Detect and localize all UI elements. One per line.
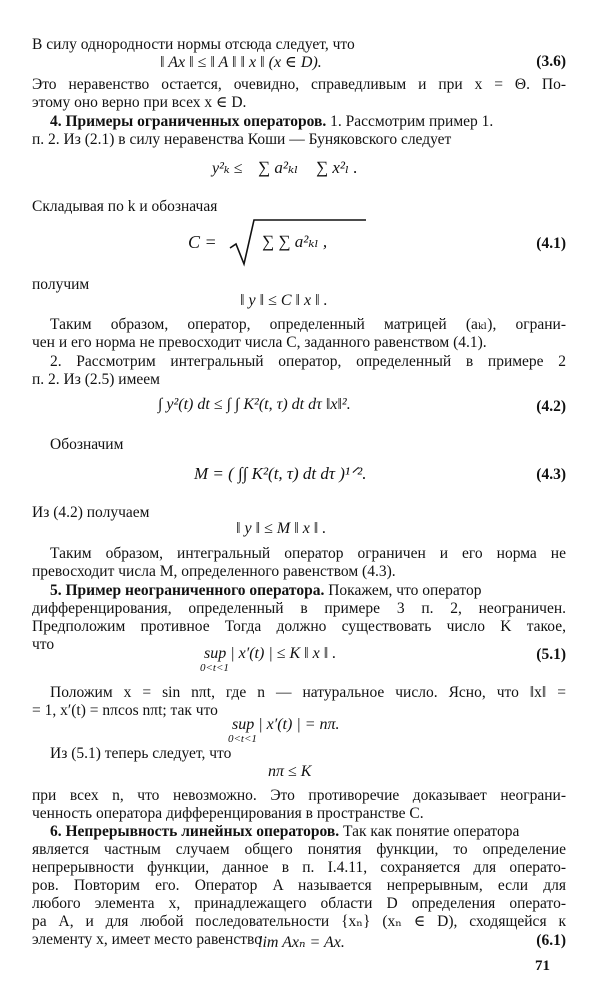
text-line: ченность оператора дифференцирования в пространстве C. bbox=[32, 805, 424, 822]
text-line: Из (5.1) теперь следует, что bbox=[50, 745, 232, 762]
text-line: В силу однородности нормы отсюда следует, что bbox=[32, 36, 355, 53]
formula-npi-k: nπ ≤ K bbox=[268, 763, 312, 780]
text-line: ров. Повторим его. Оператор A называется непрерывным, если для bbox=[32, 877, 566, 894]
text-line bbox=[50, 113, 566, 131]
text-line: Складывая по k и обозначая bbox=[32, 198, 218, 215]
eq-number-6-1: (6.1) bbox=[536, 932, 566, 949]
text-line: Обозначим bbox=[50, 436, 124, 453]
formula-4-1-body: ∑ ∑ a²ₖₗ , bbox=[262, 232, 328, 251]
text-line: п. 2. Из (2.1) в силу неравенства Коши — Буняковского следует bbox=[32, 131, 452, 148]
text-line: 2. Рассмотрим интегральный оператор, определенный в примере 2 bbox=[50, 353, 566, 370]
text-line: Таким образом, интегральный оператор ограничен и его норма не bbox=[50, 545, 566, 562]
text-span: 1. Рассмотрим пример 1. bbox=[326, 113, 494, 130]
text-line bbox=[50, 823, 566, 841]
text-line: Предположим противное Тогда должно существовать число K такое, bbox=[32, 618, 566, 635]
formula-norm-y-m: ‖ y ‖ ≤ M ‖ x ‖ . bbox=[236, 520, 327, 537]
formula-5-1: sup | x′(t) | ≤ K ‖ x ‖ . bbox=[204, 645, 337, 662]
text-line: Из (4.2) получаем bbox=[32, 504, 150, 521]
text-line: непрерывности функции, данное в п. I.4.11, сохраняется для операто- bbox=[32, 859, 566, 876]
text-line: Это неравенство остается, очевидно, справедливым и при x = Θ. По- bbox=[32, 76, 566, 93]
eq-number-3-6: (3.6) bbox=[536, 53, 566, 70]
text-line: элементу x, имеет место равенство bbox=[32, 931, 262, 948]
text-line: при всех n, что невозможно. Это противоречие доказывает неограни- bbox=[32, 787, 566, 804]
formula-sup: sup | x′(t) | = nπ. bbox=[232, 716, 340, 733]
formula-cauchy-sum2: ∑ x²ₗ . bbox=[316, 158, 358, 177]
formula-3-6: ‖ Ax ‖ ≤ ‖ A ‖ ‖ x ‖ (x ∈ D). bbox=[160, 54, 322, 71]
formula-4-3: M = ( ∫∫ K²(t, τ) dt dτ )¹ᐟ². bbox=[194, 464, 367, 483]
formula-5-1-subscript: 0<t<1 bbox=[200, 662, 229, 674]
formula-4-2: ∫ y²(t) dt ≤ ∫ ∫ K²(t, τ) dt dτ ‖x‖². bbox=[158, 396, 351, 413]
section-heading: 5. Пример неограниченного оператора. bbox=[50, 582, 325, 599]
formula-cauchy-sum1: ∑ a²ₖₗ bbox=[258, 158, 299, 177]
formula-sup-subscript: 0<t<1 bbox=[228, 733, 257, 745]
formula-cauchy-lhs: y²ₖ ≤ bbox=[212, 160, 243, 177]
text-line: превосходит числа M, определенного равенством (4.3). bbox=[32, 563, 396, 580]
text-line: Положим x = sin nπt, где n — натуральное число. Ясно, что ‖x‖ = bbox=[50, 684, 566, 701]
text-line: чен и его норма не превосходит числа C, заданного равенством (4.1). bbox=[32, 334, 487, 351]
eq-number-4-3: (4.3) bbox=[536, 466, 566, 483]
text-span: Так как понятие оператора bbox=[339, 823, 520, 840]
text-line: п. 2. Из (2.5) имеем bbox=[32, 371, 160, 388]
section-heading: 6. Непрерывность линейных операторов. bbox=[50, 823, 340, 840]
eq-number-5-1: (5.1) bbox=[536, 646, 566, 663]
text-line: этому оно верно при всех x ∈ D. bbox=[32, 94, 247, 111]
text-line: любого элемента x, принадлежащего области D определения операто- bbox=[32, 895, 566, 912]
page-number: 71 bbox=[535, 958, 550, 974]
eq-number-4-2: (4.2) bbox=[536, 398, 566, 415]
formula-4-1-lhs: C = bbox=[188, 232, 217, 252]
text-line bbox=[50, 582, 566, 600]
text-line: является частным случаем общего понятия функции, то определение bbox=[32, 841, 566, 858]
text-line: дифференцирования, определенный в примере 3 п. 2, неограничен. bbox=[32, 600, 566, 617]
eq-number-4-1: (4.1) bbox=[536, 235, 566, 252]
formula-norm-y: ‖ y ‖ ≤ C ‖ x ‖ . bbox=[240, 292, 328, 309]
text-line: Таким образом, оператор, определенный матрицей (aₖₗ), ограни- bbox=[50, 316, 566, 333]
text-line: получим bbox=[32, 276, 90, 293]
text-line: = 1, x′(t) = nπcos nπt; так что bbox=[32, 702, 218, 719]
text-line: ра A, и для любой последовательности {xₙ} (xₙ ∈ D), сходящейся к bbox=[32, 913, 566, 930]
text-span: Покажем, что оператор bbox=[324, 582, 482, 599]
section-heading: 4. Примеры ограниченных операторов. bbox=[50, 113, 327, 130]
formula-6-1: lim Axₙ = Ax. bbox=[258, 934, 345, 951]
text-line: что bbox=[32, 636, 55, 653]
